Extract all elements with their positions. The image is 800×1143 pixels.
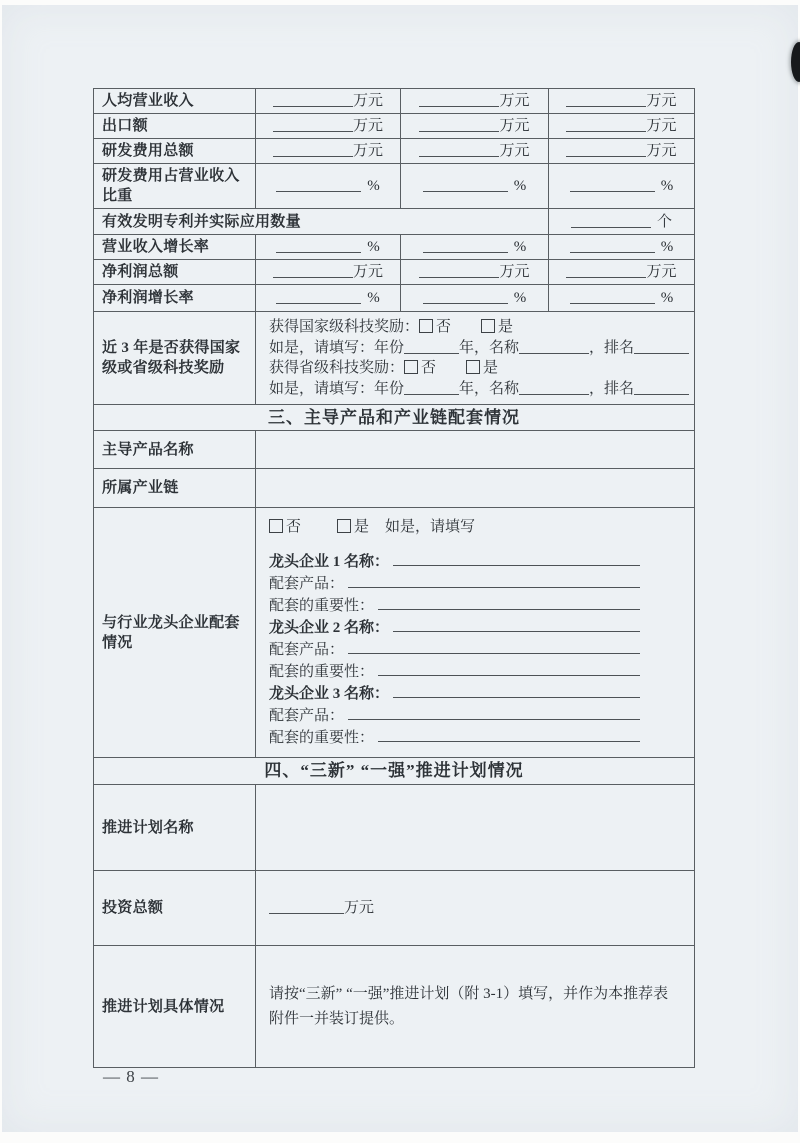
unit-label: 万元	[499, 143, 530, 159]
blank-line	[423, 178, 508, 192]
value-cell	[256, 285, 401, 312]
table-row	[94, 405, 695, 431]
unit-label: 个	[656, 213, 672, 230]
unit-label: %	[367, 239, 380, 255]
enterprise-name-label: 龙头企业 2 名称：	[269, 620, 390, 636]
blank-line	[419, 93, 499, 107]
unit-label: %	[513, 290, 527, 306]
blank-line	[393, 617, 640, 632]
blank-line	[404, 340, 459, 354]
unit-label: 万元	[352, 118, 383, 134]
unit-label: 万元	[352, 143, 383, 159]
unit-label: %	[660, 178, 674, 194]
blank-line	[634, 381, 689, 395]
support-importance-label: 配套的重要性：	[269, 598, 375, 614]
unit-label: 万元	[646, 143, 677, 159]
blank-line	[566, 264, 646, 278]
blank-line	[419, 264, 499, 278]
unit-label: %	[367, 290, 380, 306]
blank-line	[273, 118, 353, 132]
awards-label: 近 3 年是否获得国家级或省级科技奖励	[94, 312, 256, 405]
blank-line	[393, 683, 640, 698]
unit-label: 万元	[646, 118, 677, 134]
fill-mid: 年，名称	[459, 380, 520, 397]
blank-line	[404, 381, 459, 395]
fill-mid: ，排名	[589, 339, 635, 356]
blank-line	[419, 118, 499, 132]
blank-line	[348, 639, 640, 654]
checkbox-icon	[419, 319, 433, 333]
fill-prefix: 如是，请填写：年份	[269, 380, 405, 397]
value-cell	[549, 209, 695, 235]
fill-mid: ，排名	[589, 380, 635, 397]
support-fill-hint: 如是，请填写	[385, 519, 476, 535]
option-no-label: 否	[436, 319, 452, 335]
metric-label: 出口额	[94, 114, 256, 139]
blank-line	[393, 551, 640, 566]
fill-prefix: 如是，请填写：年份	[269, 339, 405, 356]
table-row	[94, 946, 695, 1068]
blank-line	[276, 178, 361, 192]
value-cell	[549, 285, 695, 312]
support-importance-line	[269, 661, 640, 683]
support-product-label: 配套产品：	[269, 708, 345, 724]
table-row	[94, 285, 695, 312]
blank-line	[570, 178, 655, 192]
unit-label: 万元	[499, 118, 530, 134]
main-product-label: 主导产品名称	[94, 431, 256, 469]
value-cell	[401, 260, 549, 285]
value-cell	[256, 114, 401, 139]
investment-value-cell	[256, 871, 695, 946]
blank-line	[276, 290, 361, 304]
table-row	[94, 164, 695, 209]
option-yes-label: 是	[354, 519, 370, 535]
blank-line	[634, 340, 689, 354]
table-row	[94, 758, 695, 785]
checkbox-icon	[404, 360, 418, 374]
table-row	[94, 89, 695, 114]
unit-label: 万元	[646, 264, 677, 280]
recommendation-form-table	[93, 88, 695, 1068]
unit-label: 万元	[344, 900, 375, 916]
awards-national-line	[269, 317, 684, 338]
blank-line	[348, 705, 640, 720]
value-cell	[401, 114, 549, 139]
table-row	[94, 260, 695, 285]
plan-name-value-cell	[256, 785, 695, 871]
plan-detail-label: 推进计划具体情况	[94, 946, 256, 1068]
fill-mid: 年，名称	[459, 339, 520, 356]
value-cell	[256, 260, 401, 285]
awards-fill-line	[269, 379, 684, 400]
option-yes-label: 是	[483, 360, 499, 376]
support-label: 与行业龙头企业配套情况	[94, 508, 256, 758]
blank-line	[419, 143, 499, 157]
enterprise-name-label: 龙头企业 1 名称：	[269, 554, 390, 570]
table-row	[94, 235, 695, 260]
unit-label: 万元	[352, 93, 383, 109]
checkbox-icon	[481, 319, 495, 333]
plan-name-label: 推进计划名称	[94, 785, 256, 871]
metric-label: 研发费用总额	[94, 139, 256, 164]
binding-hole-shadow-icon	[791, 42, 800, 82]
blank-line	[276, 239, 361, 253]
blank-line	[273, 143, 353, 157]
support-product-line	[269, 639, 640, 661]
blank-line	[269, 900, 344, 914]
blank-line	[273, 264, 353, 278]
blank-line	[378, 661, 640, 676]
table-row	[94, 209, 695, 235]
metric-label: 净利润增长率	[94, 285, 256, 312]
unit-label: %	[367, 178, 380, 194]
metric-label: 研发费用占营业收入比重	[94, 164, 256, 209]
value-cell	[549, 260, 695, 285]
awards-cell	[256, 312, 695, 405]
unit-label: %	[513, 178, 527, 194]
table-row	[94, 508, 695, 758]
support-importance-line	[269, 595, 640, 617]
support-product-label: 配套产品：	[269, 576, 345, 592]
blank-line	[273, 93, 353, 107]
value-cell	[549, 114, 695, 139]
support-options-line	[269, 517, 640, 538]
awards-provincial-line	[269, 358, 684, 379]
scanned-paper-page	[2, 5, 798, 1132]
support-product-line	[269, 705, 640, 727]
value-cell	[549, 235, 695, 260]
support-importance-label: 配套的重要性：	[269, 664, 375, 680]
blank-line	[378, 727, 640, 742]
blank-line	[423, 290, 508, 304]
enterprise-name-line	[269, 617, 640, 639]
blank-line	[423, 239, 508, 253]
unit-label: %	[513, 239, 527, 255]
checkbox-icon	[337, 519, 351, 533]
metric-label: 净利润总额	[94, 260, 256, 285]
value-cell	[256, 139, 401, 164]
support-product-line	[269, 573, 640, 595]
option-no-label: 否	[286, 519, 302, 535]
metric-label: 有效发明专利并实际应用数量	[94, 209, 549, 235]
value-cell	[256, 235, 401, 260]
value-cell	[549, 164, 695, 209]
awards-fill-line	[269, 338, 684, 359]
unit-label: 万元	[646, 93, 677, 109]
industry-chain-value-cell	[256, 469, 695, 508]
blank-line	[519, 340, 589, 354]
table-row	[94, 871, 695, 946]
value-cell	[401, 285, 549, 312]
option-yes-label: 是	[498, 319, 514, 335]
blank-line	[570, 290, 655, 304]
section3-header: 三、主导产品和产业链配套情况	[94, 405, 695, 431]
metric-label: 营业收入增长率	[94, 235, 256, 260]
unit-label: 万元	[352, 264, 383, 280]
table-row	[94, 139, 695, 164]
unit-label: 万元	[499, 264, 530, 280]
main-product-value-cell	[256, 431, 695, 469]
blank-line	[571, 214, 651, 228]
table-row	[94, 312, 695, 405]
blank-line	[348, 573, 640, 588]
blank-line	[570, 239, 655, 253]
value-cell	[549, 89, 695, 114]
option-no-label: 否	[421, 360, 437, 376]
unit-label: %	[660, 239, 674, 255]
support-product-label: 配套产品：	[269, 642, 345, 658]
page-number: — 8 —	[103, 1067, 159, 1086]
unit-label: 万元	[499, 93, 530, 109]
support-cell	[256, 508, 695, 758]
awards-provincial-prefix: 获得省级科技奖励：	[269, 360, 405, 376]
industry-chain-label: 所属产业链	[94, 469, 256, 508]
value-cell	[401, 164, 549, 209]
value-cell	[256, 89, 401, 114]
plan-detail-text: 请按“三新” “一强”推进计划（附 3-1）填写，并作为本推荐表附件一并装订提供。	[256, 946, 695, 1068]
value-cell	[401, 235, 549, 260]
table-row	[94, 114, 695, 139]
enterprise-name-label: 龙头企业 3 名称：	[269, 686, 390, 702]
unit-label: %	[660, 290, 674, 306]
table-row	[94, 431, 695, 469]
blank-line	[566, 118, 646, 132]
metric-label: 人均营业收入	[94, 89, 256, 114]
awards-national-prefix: 获得国家级科技奖励：	[269, 319, 420, 335]
investment-label: 投资总额	[94, 871, 256, 946]
value-cell	[401, 139, 549, 164]
blank-line	[519, 381, 589, 395]
section4-header: 四、“三新” “一强”推进计划情况	[94, 758, 695, 785]
blank-line	[566, 93, 646, 107]
blank-line	[378, 595, 640, 610]
enterprise-name-line	[269, 551, 640, 573]
checkbox-icon	[269, 519, 283, 533]
table-row	[94, 469, 695, 508]
blank-line	[566, 143, 646, 157]
value-cell	[401, 89, 549, 114]
value-cell	[549, 139, 695, 164]
checkbox-icon	[466, 360, 480, 374]
table-row	[94, 785, 695, 871]
value-cell	[256, 164, 401, 209]
support-importance-label: 配套的重要性：	[269, 730, 375, 746]
enterprise-name-line	[269, 683, 640, 705]
support-importance-line	[269, 727, 640, 749]
